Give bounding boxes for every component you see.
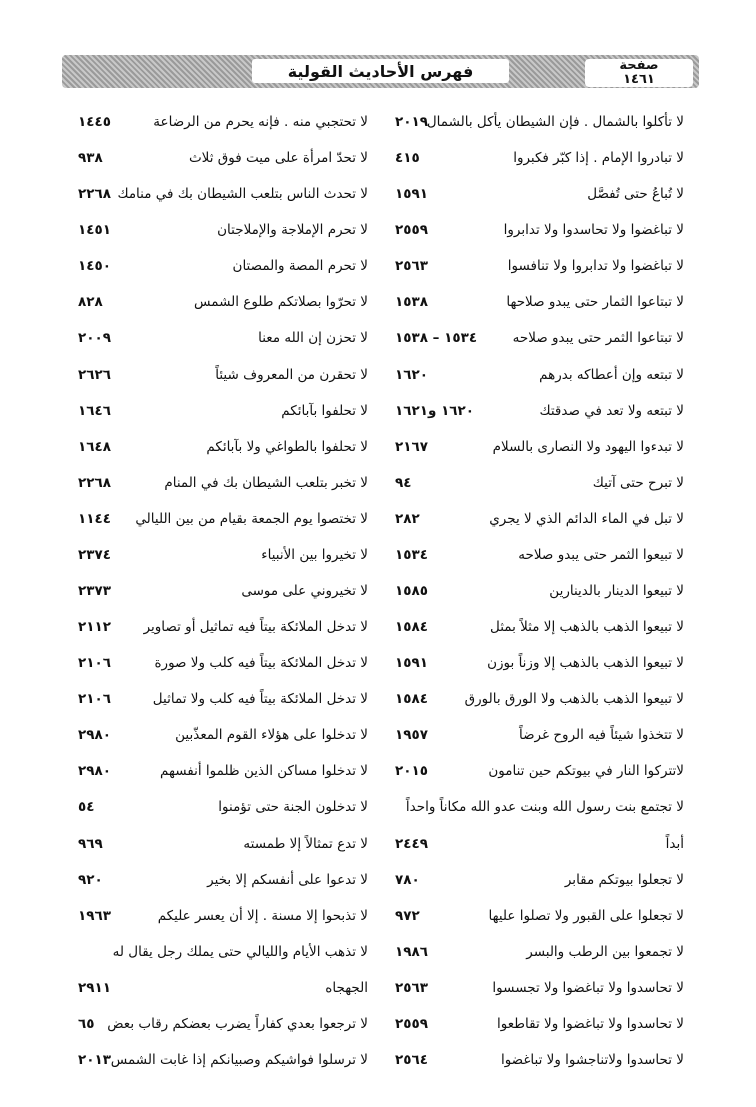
left-column-hadith-text: لا ترجعوا بعدي كفاراً يضرب بعضكم رقاب بعض (107, 1015, 368, 1032)
left-column-hadith-text: لا تدعوا على أنفسكم إلا بخير (207, 871, 368, 888)
left-column-hadith-number: ٢١١٢ (78, 619, 111, 636)
right-column-hadith-text: لا تباغضوا ولا تحاسدوا ولا تدابروا (503, 222, 684, 239)
right-column-hadith-number: ٧٨٠ (395, 871, 420, 888)
index-rows (0, 105, 756, 1079)
left-column-hadith-text: لا تحدّ امرأة على ميت فوق ثلاث (188, 150, 368, 167)
right-column-hadith-text: لا تبل في الماء الدائم الذي لا يجري (489, 510, 684, 527)
right-column-hadith-text: لا تحاسدوا ولا تباغضوا ولا تقاطعوا (497, 1015, 684, 1032)
right-column-hadith-text: لا تباغضوا ولا تدابروا ولا تنافسوا (507, 258, 684, 275)
index-row (0, 105, 756, 141)
right-column-hadith-number: ٢١٦٧ (395, 438, 428, 455)
right-column-hadith-number: ٢٥٦٣ (395, 979, 428, 996)
index-row (0, 827, 756, 863)
right-column-hadith-text: لا تبتاعوا الثمر حتى يبدو صلاحه (512, 330, 684, 347)
index-row (0, 863, 756, 899)
left-column-hadith-text: لا تحقرن من المعروف شيئاً (215, 366, 368, 383)
left-column-hadith-number: ٢٩٨٠ (78, 763, 111, 780)
left-column-hadith-number: ٩٣٨ (78, 150, 103, 167)
left-column-hadith-number: ٥٤ (78, 799, 95, 816)
left-column-hadith-text: لا تخبر بتلعب الشيطان بك في المنام (164, 474, 368, 491)
left-column-hadith-number: ١٤٥١ (78, 222, 111, 239)
left-column-hadith-number: ١٩٦٣ (78, 907, 111, 924)
right-column-hadith-text: لا تجعلوا بيوتكم مقابر (564, 871, 684, 888)
left-column-hadith-text: لا تدخل الملائكة بيتاً فيه تماثيل أو تصاوير (143, 619, 368, 636)
right-column-hadith-number: ٩٤ (395, 474, 412, 491)
right-column-hadith-number: ١٦٢٠ (395, 366, 428, 383)
left-column-hadith-text: لا تدخلوا على هؤلاء القوم المعذّبين (175, 727, 368, 744)
right-column-hadith-text: لا تجتمع بنت رسول الله وبنت عدو الله مكاناً واحداً (405, 799, 684, 816)
right-column-hadith-number: ١٥٩١ (395, 655, 428, 672)
right-column-hadith-text: لا تبتعه وإن أعطاكه بدرهم (539, 366, 684, 383)
index-row (0, 213, 756, 249)
index-row (0, 754, 756, 790)
right-column-hadith-text: لا تبدءوا اليهود ولا النصارى بالسلام (492, 438, 684, 455)
left-column-hadith-text: لا تدخل الملائكة بيتاً فيه كلب ولا صورة (154, 655, 368, 672)
left-column-hadith-text: لا تحزن إن الله معنا (258, 330, 368, 347)
index-row (0, 321, 756, 357)
right-column-hadith-number: ١٥٨٤ (395, 619, 428, 636)
right-column-hadith-number: ٢٠١٩ (395, 114, 428, 130)
right-column-hadith-text: لا تبيعوا الذهب بالذهب إلا مثلاً بمثل (489, 619, 684, 636)
right-column-hadith-number: ٢٠١٥ (395, 763, 428, 780)
index-row (0, 646, 756, 682)
index-row (0, 177, 756, 213)
left-column-hadith-text: لا تحلفوا بآبائكم (281, 402, 368, 419)
right-column-hadith-number: ٢٥٥٩ (395, 1015, 428, 1032)
page-number-badge (585, 59, 693, 87)
right-column-hadith-number: ١٥٣٨ (395, 294, 428, 311)
index-row (0, 538, 756, 574)
right-column-hadith-text: لا تبتاعوا الثمار حتى يبدو صلاحها (506, 294, 684, 311)
right-column-hadith-number: ١٥٩١ (395, 186, 428, 203)
right-column-hadith-text: لا تُباعُ حتى تُفصَّل (587, 186, 684, 203)
index-row (0, 971, 756, 1007)
left-column-hadith-number: ٢٣٧٣ (78, 583, 111, 600)
right-column-hadith-number: ٢٥٦٤ (395, 1052, 428, 1069)
left-column-hadith-text: لا تدع تمثالاً إلا طمسته (243, 835, 368, 852)
right-column-hadith-text: لا تحاسدوا ولا تباغضوا ولا تجسسوا (492, 979, 684, 996)
left-column-hadith-text: الجهجاه (325, 979, 368, 996)
index-row (0, 358, 756, 394)
index-row (0, 610, 756, 646)
index-row (0, 574, 756, 610)
index-row (0, 141, 756, 177)
left-column-hadith-text: لا تدخلون الجنة حتى تؤمنوا (218, 799, 368, 816)
right-column-hadith-number: ٢٥٦٣ (395, 258, 428, 275)
right-column-hadith-text: لا تجعلوا على القبور ولا تصلوا عليها (488, 907, 684, 924)
right-column-hadith-text: لا تبتعه ولا تعد في صدقتك (539, 402, 684, 419)
right-column-hadith-text: لا تأكلوا بالشمال . فإن الشيطان يأكل بالشمال (426, 114, 684, 130)
right-column-hadith-number: ١٥٣٤ (395, 546, 428, 563)
index-row (0, 285, 756, 321)
left-column-hadith-number: ١٦٤٦ (78, 402, 111, 419)
right-column-hadith-number: ١٩٥٧ (395, 727, 428, 744)
left-column-hadith-number: ٢٢٦٨ (78, 474, 111, 491)
left-column-hadith-number: ٨٢٨ (78, 294, 103, 311)
index-row (0, 718, 756, 754)
index-row (0, 682, 756, 718)
right-column-hadith-text: لا تبيعوا الذهب بالذهب إلا وزناً بوزن (487, 655, 684, 672)
index-row (0, 502, 756, 538)
left-column-hadith-text: لا تحلفوا بالطواغي ولا بآبائكم (206, 438, 368, 455)
left-column-hadith-number: ٢٩١١ (78, 979, 111, 996)
right-column-hadith-number: ٢٥٥٩ (395, 222, 428, 239)
right-column-hadith-text: لا تبيعوا الدينار بالدينارين (549, 583, 684, 600)
index-row (0, 394, 756, 430)
left-column-hadith-number: ٢٣٧٤ (78, 546, 111, 563)
left-column-hadith-number: ٢٩٨٠ (78, 727, 111, 744)
left-column-hadith-text: لا تحتجبي منه . فإنه يحرم من الرضاعة (153, 114, 368, 130)
left-column-hadith-number: ١٤٤٥ (78, 114, 111, 130)
left-column-hadith-number: ٢١٠٦ (78, 691, 111, 708)
left-column-hadith-number: ٩٢٠ (78, 871, 103, 888)
index-row (0, 430, 756, 466)
left-column-hadith-number: ٢٢٦٨ (78, 186, 111, 203)
left-column-hadith-number: ٩٦٩ (78, 835, 103, 852)
right-column-hadith-text: لا تبادروا الإمام . إذا كبّر فكبروا (513, 150, 684, 167)
page-header (62, 55, 699, 88)
right-column-hadith-text: لا تجمعوا بين الرطب والبسر (526, 943, 684, 960)
index-title: فهرس الأحاديث القولية (252, 59, 509, 83)
left-column-hadith-text: لا تذهب الأيام والليالي حتى يملك رجل يقال له (112, 943, 368, 960)
left-column-hadith-number: ٦٥ (78, 1015, 95, 1032)
right-column-hadith-number: ١٥٣٤ – ١٥٣٨ (395, 330, 478, 347)
left-column-hadith-number: ١٤٥٠ (78, 258, 111, 275)
right-column-hadith-number: ١٦٢٠ و١٦٢١ (395, 402, 475, 419)
left-column-hadith-number: ١١٤٤ (78, 510, 111, 527)
left-column-hadith-text: لا تختصوا يوم الجمعة بقيام من بين الليالي (135, 510, 368, 527)
left-column-hadith-text: لا تحرّوا بصلاتكم طلوع الشمس (194, 294, 368, 311)
right-column-hadith-number: ١٥٨٥ (395, 583, 428, 600)
left-column-hadith-text: لا تدخلوا مساكن الذين ظلموا أنفسهم (160, 763, 368, 780)
left-column-hadith-text: لا تخيروا بين الأنبياء (261, 546, 368, 563)
index-row (0, 249, 756, 285)
left-column-hadith-text: لا تحدث الناس بتلعب الشيطان بك في منامك (117, 186, 368, 203)
right-column-hadith-text: لاتتركوا النار في بيوتكم حين تنامون (488, 763, 684, 780)
right-column-hadith-number: ١٩٨٦ (395, 943, 428, 960)
left-column-hadith-number: ١٦٤٨ (78, 438, 111, 455)
right-column-hadith-number: ٩٧٢ (395, 907, 420, 924)
left-column-hadith-number: ٢٦٢٦ (78, 366, 111, 383)
right-column-hadith-number: ٢٤٤٩ (395, 835, 428, 852)
left-column-hadith-text: لا تخيروني على موسى (241, 583, 368, 600)
left-column-hadith-text: لا تدخل الملائكة بيتاً فيه كلب ولا تماثيل (152, 691, 368, 708)
index-row (0, 935, 756, 971)
page-label: صفحة (619, 58, 659, 73)
left-column-hadith-number: ٢٠١٣ (78, 1052, 111, 1069)
right-column-hadith-number: ١٥٨٤ (395, 691, 428, 708)
left-column-hadith-number: ٢٠٠٩ (78, 330, 111, 347)
index-row (0, 1007, 756, 1043)
index-row (0, 466, 756, 502)
right-column-hadith-number: ٢٨٢ (395, 510, 420, 527)
left-column-hadith-text: لا تحرم المصة والمصتان (232, 258, 368, 275)
index-row (0, 1043, 756, 1079)
page-number: ١٤٦١ (623, 72, 655, 87)
right-column-hadith-text: لا تحاسدوا ولاتناجشوا ولا تباغضوا (500, 1052, 684, 1069)
right-column-hadith-text: لا تبرح حتى آتيك (592, 474, 684, 491)
right-column-hadith-number: ٤١٥ (395, 150, 420, 167)
left-column-hadith-number: ٢١٠٦ (78, 655, 111, 672)
right-column-hadith-text: لا تبيعوا الذهب بالذهب ولا الورق بالورق (464, 691, 684, 708)
left-column-hadith-text: لا تحرم الإملاجة والإملاجتان (217, 222, 368, 239)
right-column-hadith-text: أبداً (665, 835, 684, 852)
index-row (0, 790, 756, 826)
index-row (0, 899, 756, 935)
right-column-hadith-text: لا تتخذوا شيئاً فيه الروح غرضاً (518, 727, 684, 744)
right-column-hadith-text: لا تبيعوا الثمر حتى يبدو صلاحه (518, 546, 684, 563)
left-column-hadith-text: لا ترسلوا فواشيكم وصبيانكم إذا غابت الشمس (110, 1052, 368, 1069)
left-column-hadith-text: لا تذبحوا إلا مسنة . إلا أن يعسر عليكم (157, 907, 368, 924)
